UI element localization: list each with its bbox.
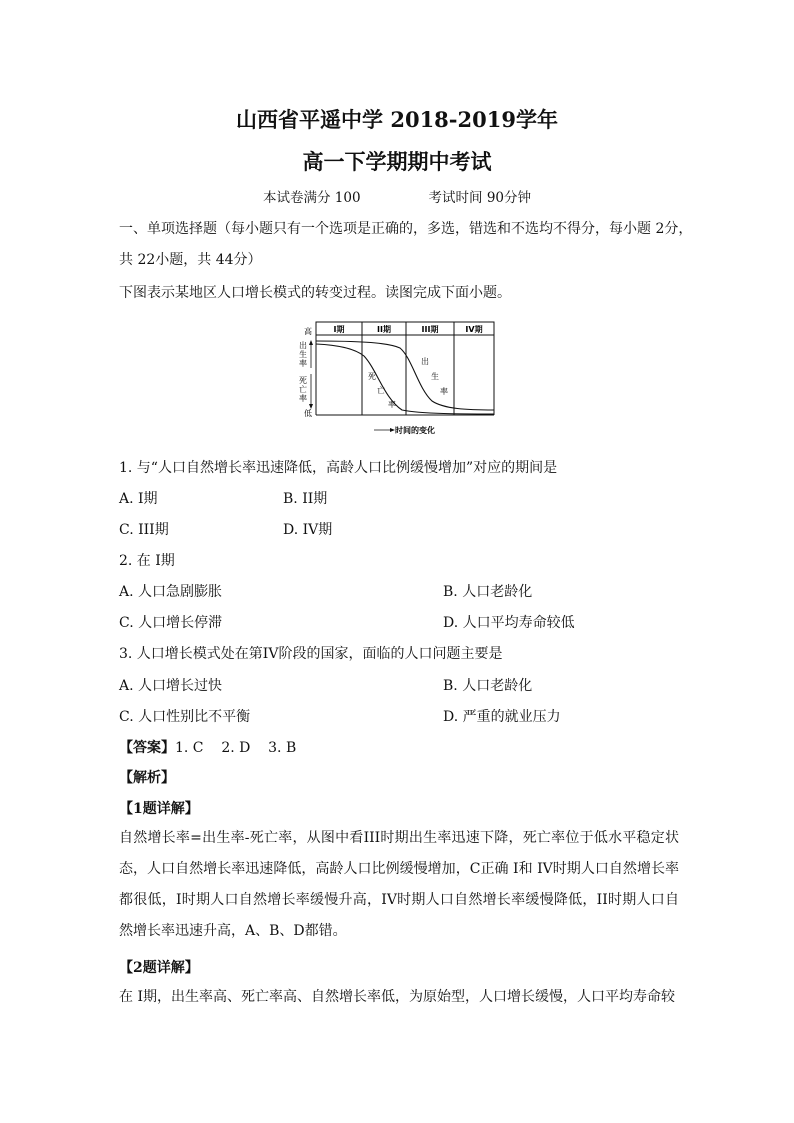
question-1-option-b: B. II期 bbox=[283, 491, 328, 507]
question-1-stem: 1. 与“人口自然增长率迅速降低，高龄人口比例缓慢增加”对应的期间是 bbox=[119, 460, 558, 476]
exam-time: 考试时间 90分钟 bbox=[428, 190, 532, 206]
section-heading-line1: 一、单项选择题（每小题只有一个选项是正确的，多选，错选和不选均不得分，每小题 2分， bbox=[119, 221, 693, 237]
y-label-death-3: 率 bbox=[299, 394, 307, 403]
birth-rate-curve bbox=[316, 341, 494, 410]
full-score: 本试卷满分 100 bbox=[262, 190, 361, 206]
birth-curve-label-1: 出 bbox=[421, 357, 429, 366]
question-3-option-d: D. 严重的就业压力 bbox=[443, 709, 561, 725]
question-2-option-d: D. 人口平均寿命较低 bbox=[443, 615, 575, 631]
y-label-birth-1: 出 bbox=[299, 341, 307, 350]
answer-line bbox=[119, 737, 296, 757]
death-curve-label-2: 亡 bbox=[377, 386, 385, 395]
document-title-line1: 山西省平遥中学 2018-2019学年 bbox=[236, 107, 558, 132]
y-label-death-1: 死 bbox=[299, 376, 307, 385]
period-1-label: I期 bbox=[333, 325, 345, 334]
population-transition-figure bbox=[292, 318, 502, 440]
birth-curve-label-3: 率 bbox=[440, 387, 448, 396]
question-1-option-a: A. I期 bbox=[119, 491, 158, 507]
answer-text: 1. C 2. D 3. B bbox=[175, 740, 297, 756]
question-1-option-c: C. III期 bbox=[119, 522, 169, 538]
y-label-birth-2: 生 bbox=[299, 350, 307, 359]
section-heading-line2: 共 22小题，共 44分） bbox=[119, 252, 262, 268]
question-2-option-b: B. 人口老龄化 bbox=[443, 584, 533, 600]
question-3-option-b: B. 人口老龄化 bbox=[443, 678, 533, 694]
document-title-line2: 高一下学期期中考试 bbox=[302, 149, 492, 174]
question-1-option-d: D. IV期 bbox=[283, 522, 333, 538]
question-3-option-a: A. 人口增长过快 bbox=[119, 678, 223, 694]
death-curve-label-1: 死 bbox=[368, 372, 376, 381]
analysis-label: 【解析】 bbox=[119, 770, 175, 786]
y-axis-low: 低 bbox=[304, 409, 312, 418]
y-label-death-2: 亡 bbox=[299, 385, 307, 394]
exam-meta bbox=[0, 186, 794, 206]
detail-2-text: 在 I期，出生率高、死亡率高、自然增长率低，为原始型，人口增长缓慢，人口平均寿命较 bbox=[119, 989, 675, 1005]
x-axis-label: 时间的变化 bbox=[395, 426, 435, 435]
birth-curve-label-2: 生 bbox=[431, 372, 439, 381]
period-3-label: III期 bbox=[421, 325, 439, 334]
y-label-birth-3: 率 bbox=[299, 359, 307, 368]
detail-1-label: 【1题详解】 bbox=[119, 801, 199, 817]
figure-intro: 下图表示某地区人口增长模式的转变过程。读图完成下面小题。 bbox=[119, 285, 511, 301]
period-2-label: II期 bbox=[377, 325, 391, 334]
question-2-stem: 2. 在 I期 bbox=[119, 553, 175, 569]
question-3-stem: 3. 人口增长模式处在第IV阶段的国家，面临的人口问题主要是 bbox=[119, 646, 503, 662]
answer-label: 【答案】 bbox=[119, 740, 175, 756]
question-3-option-c: C. 人口性别比不平衡 bbox=[119, 709, 251, 725]
question-2-option-c: C. 人口增长停滞 bbox=[119, 615, 223, 631]
question-2-option-a: A. 人口急剧膨胀 bbox=[119, 584, 223, 600]
y-axis-high: 高 bbox=[304, 327, 312, 336]
detail-1-text: 自然增长率=出生率-死亡率，从图中看III时期出生率迅速下降，死亡率位于低水平稳定状态，人口自然增长率迅速降低，高龄人口比例缓慢增加，C正确 I和 IV时期人口自然增长率都很低，I时期人口自然增长率缓慢升高，IV时期人口自然增长率缓慢降低，II时期人口自然增长率迅速升高，A、B、D都错。 bbox=[119, 830, 679, 939]
death-curve-label-3: 率 bbox=[388, 400, 396, 409]
period-4-label: IV期 bbox=[465, 325, 483, 334]
detail-2-label: 【2题详解】 bbox=[119, 960, 199, 976]
